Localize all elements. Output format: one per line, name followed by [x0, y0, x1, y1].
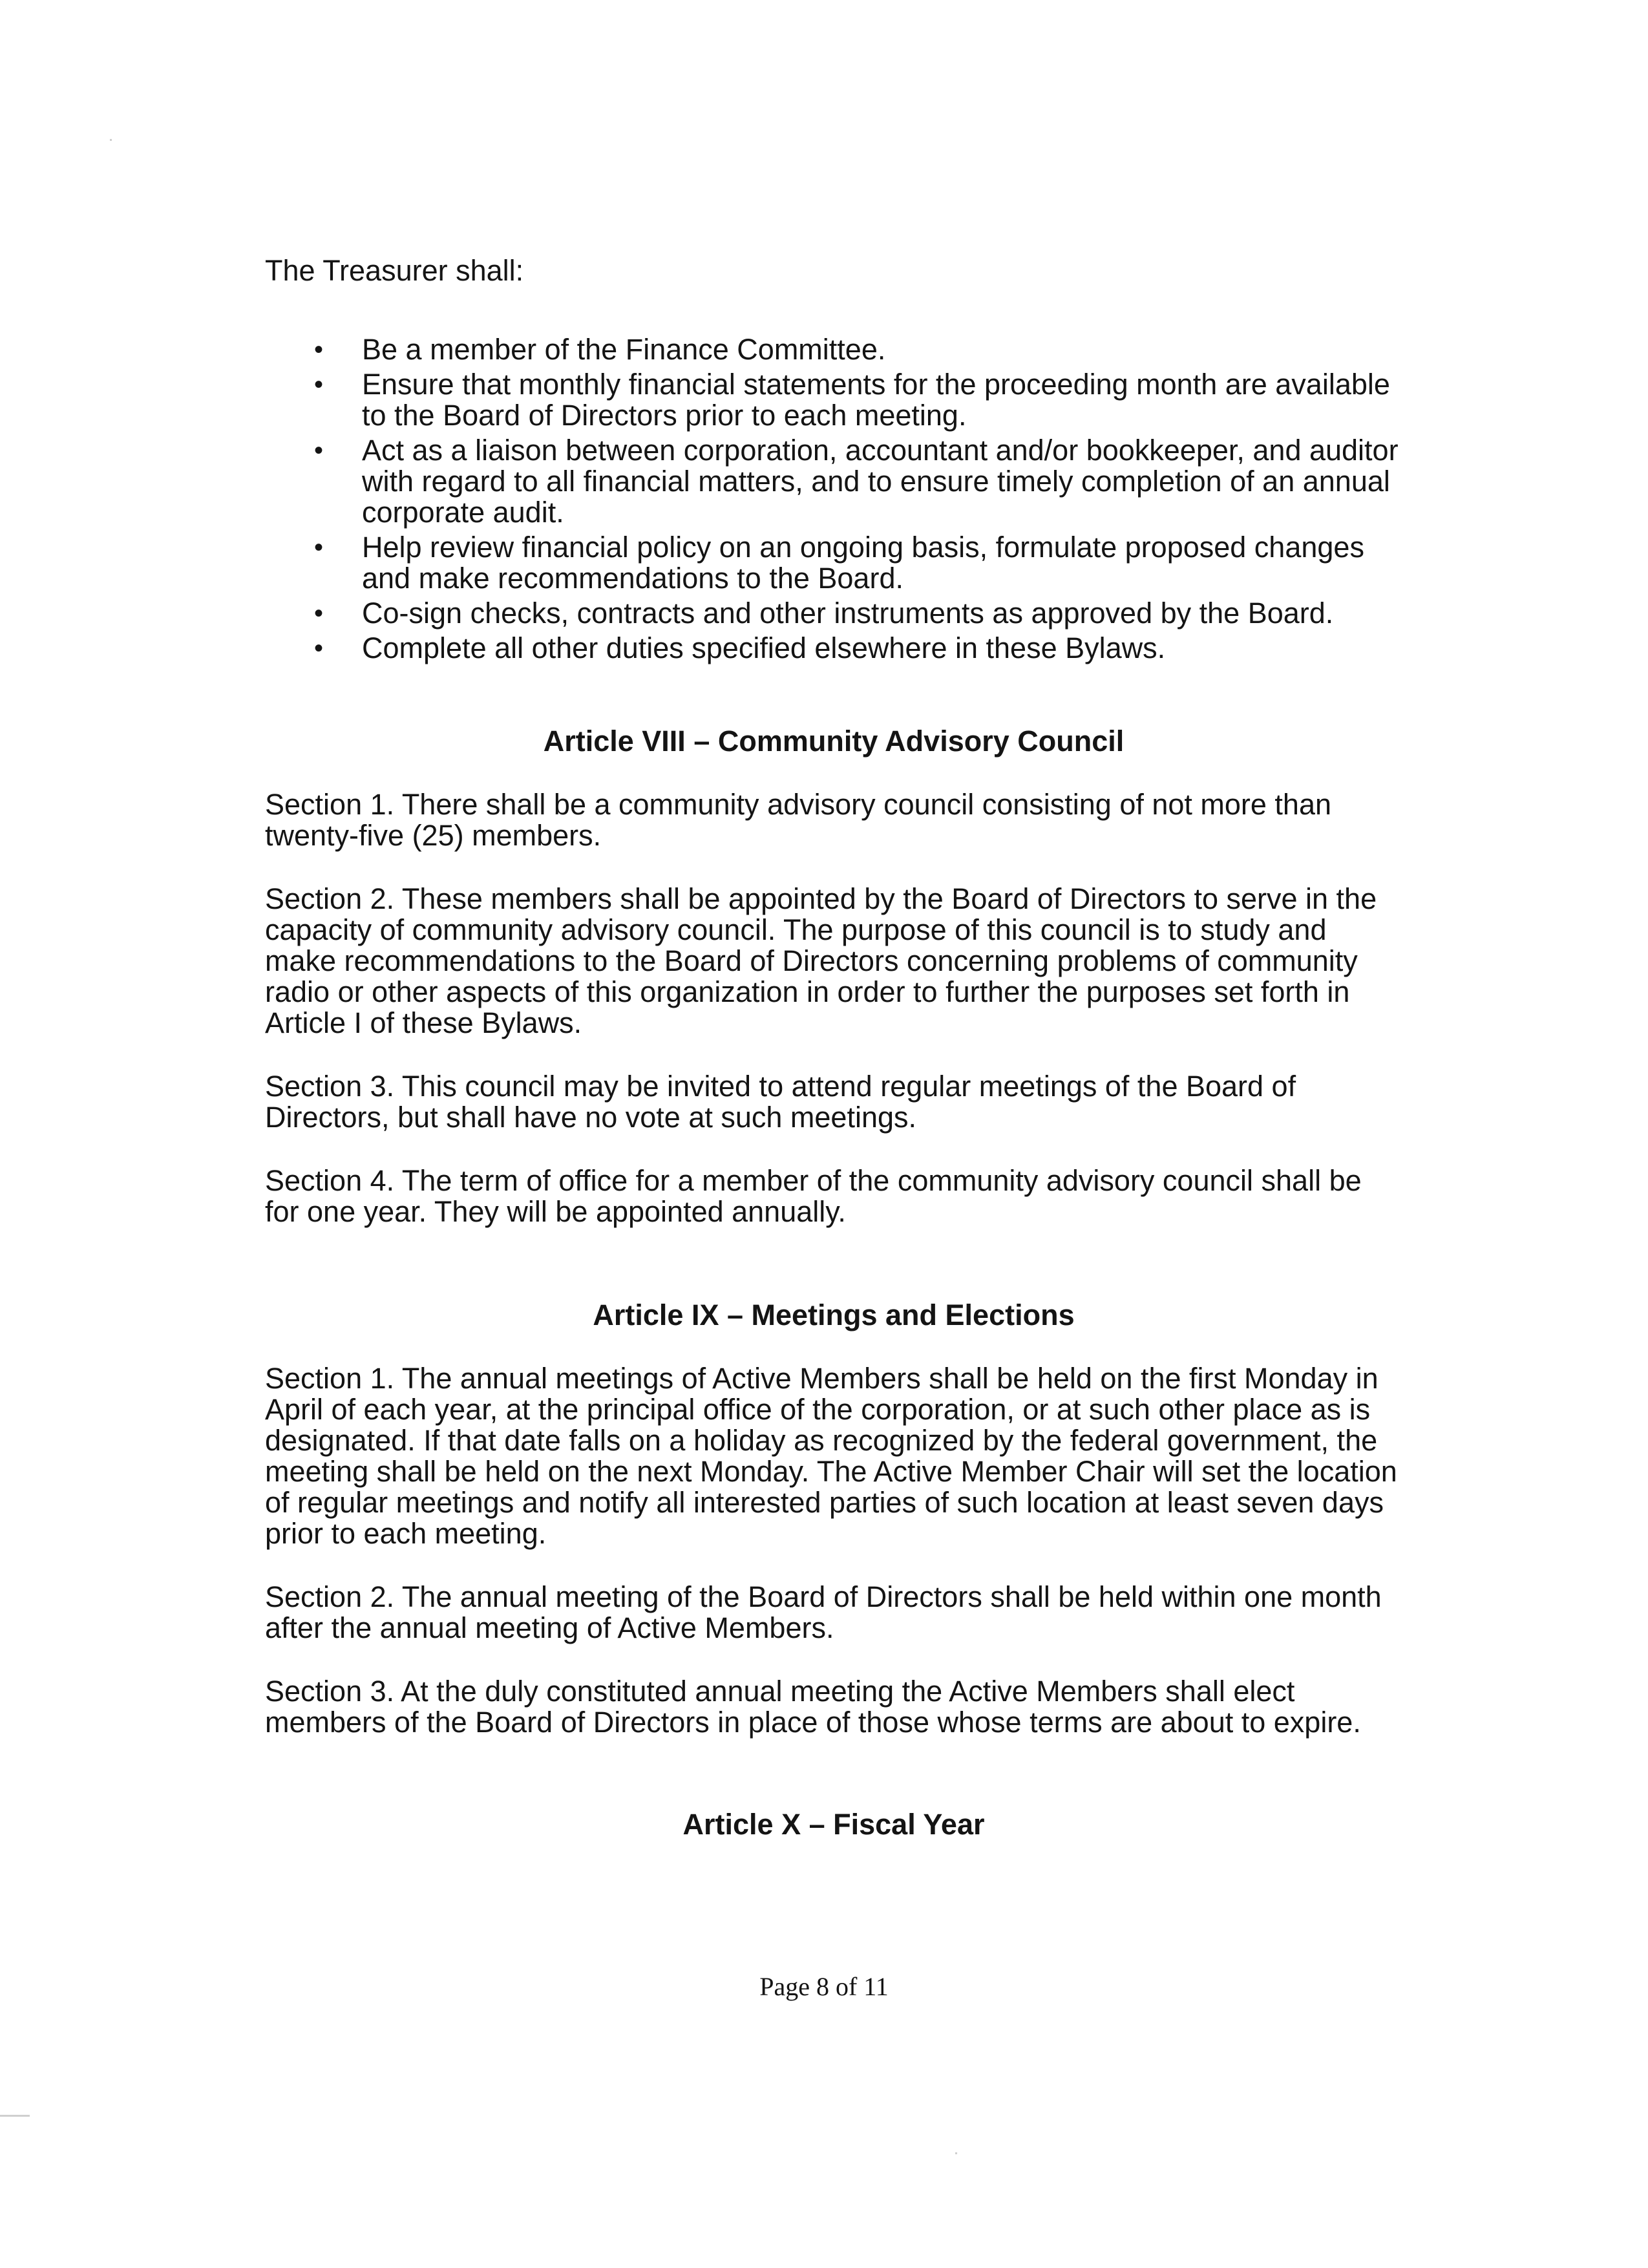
article-8-section-4: Section 4. The term of office for a member of the community advisory council shall be for one year. They will be appointed annually. [265, 1164, 1362, 1228]
bullet-icon: • [314, 370, 324, 399]
article-9-section-1: Section 1. The annual meetings of Active Members shall be held on the first Monday in April of each year, at the principal office of the corporation, or at such other place as is designated. If that date falls on a holiday as recognized by the federal government, the meeting shall be held on the next Monday. The Active Member Chair will set the location of regular meetings and notify all interested parties of such location at least seven days prior to each meeting. [265, 1362, 1397, 1550]
page-number: Page 8 of 11 [759, 1972, 889, 2001]
scan-artifact [955, 2152, 957, 2154]
article-9-section-2: Section 2. The annual meeting of the Board of Directors shall be held within one month after the annual meeting of Active Members. [265, 1580, 1382, 1644]
duty-text: Be a member of the Finance Committee. [362, 333, 886, 366]
article-8-section-1: Section 1. There shall be a community advisory council consisting of not more than twenty-five (25) members. [265, 788, 1332, 852]
bullet-icon: • [314, 335, 324, 364]
treasurer-duties-list [265, 334, 1402, 664]
scan-artifact [0, 2115, 30, 2117]
list-item [265, 369, 1402, 431]
bullet-icon: • [314, 533, 324, 562]
list-item [265, 532, 1402, 594]
article-9-heading: Article IX – Meetings and Elections [593, 1298, 1075, 1331]
list-item [265, 435, 1402, 528]
page-content [265, 255, 1402, 1840]
bullet-icon: • [314, 599, 324, 628]
scan-artifact [110, 139, 112, 141]
article-8-section-2: Section 2. These members shall be appointed by the Board of Directors to serve in the capacity of community advisory council. The purpose of this council is to study and make recommendations to the Board of Directors concerning problems of community radio or other aspects of this organization in order to further the purposes set forth in Article I of these Bylaws. [265, 882, 1377, 1039]
article-8-section-3: Section 3. This council may be invited to attend regular meetings of the Board of Directors, but shall have no vote at such meetings. [265, 1070, 1296, 1134]
list-item [265, 334, 1402, 365]
duty-text: Co-sign checks, contracts and other instruments as approved by the Board. [362, 597, 1334, 630]
article-10-heading: Article X – Fiscal Year [682, 1808, 985, 1841]
article-8-heading: Article VIII – Community Advisory Council [543, 725, 1125, 758]
duty-text: Ensure that monthly financial statements for the proceeding month are available to the Board of Directors prior to each meeting. [362, 368, 1390, 432]
article-9-section-3: Section 3. At the duly constituted annual meeting the Active Members shall elect members of the Board of Directors in place of those whose terms are about to expire. [265, 1675, 1361, 1739]
bullet-icon: • [314, 436, 324, 465]
treasurer-intro: The Treasurer shall: [265, 254, 524, 287]
duty-text: Act as a liaison between corporation, accountant and/or bookkeeper, and auditor with regard to all financial matters, and to ensure timely completion of an annual corporate audit. [362, 434, 1399, 529]
duty-text: Help review financial policy on an ongoing basis, formulate proposed changes and make recommendations to the Board. [362, 531, 1364, 595]
duty-text: Complete all other duties specified elsewhere in these Bylaws. [362, 631, 1166, 664]
list-item [265, 633, 1402, 664]
list-item [265, 598, 1402, 629]
bullet-icon: • [314, 634, 324, 662]
